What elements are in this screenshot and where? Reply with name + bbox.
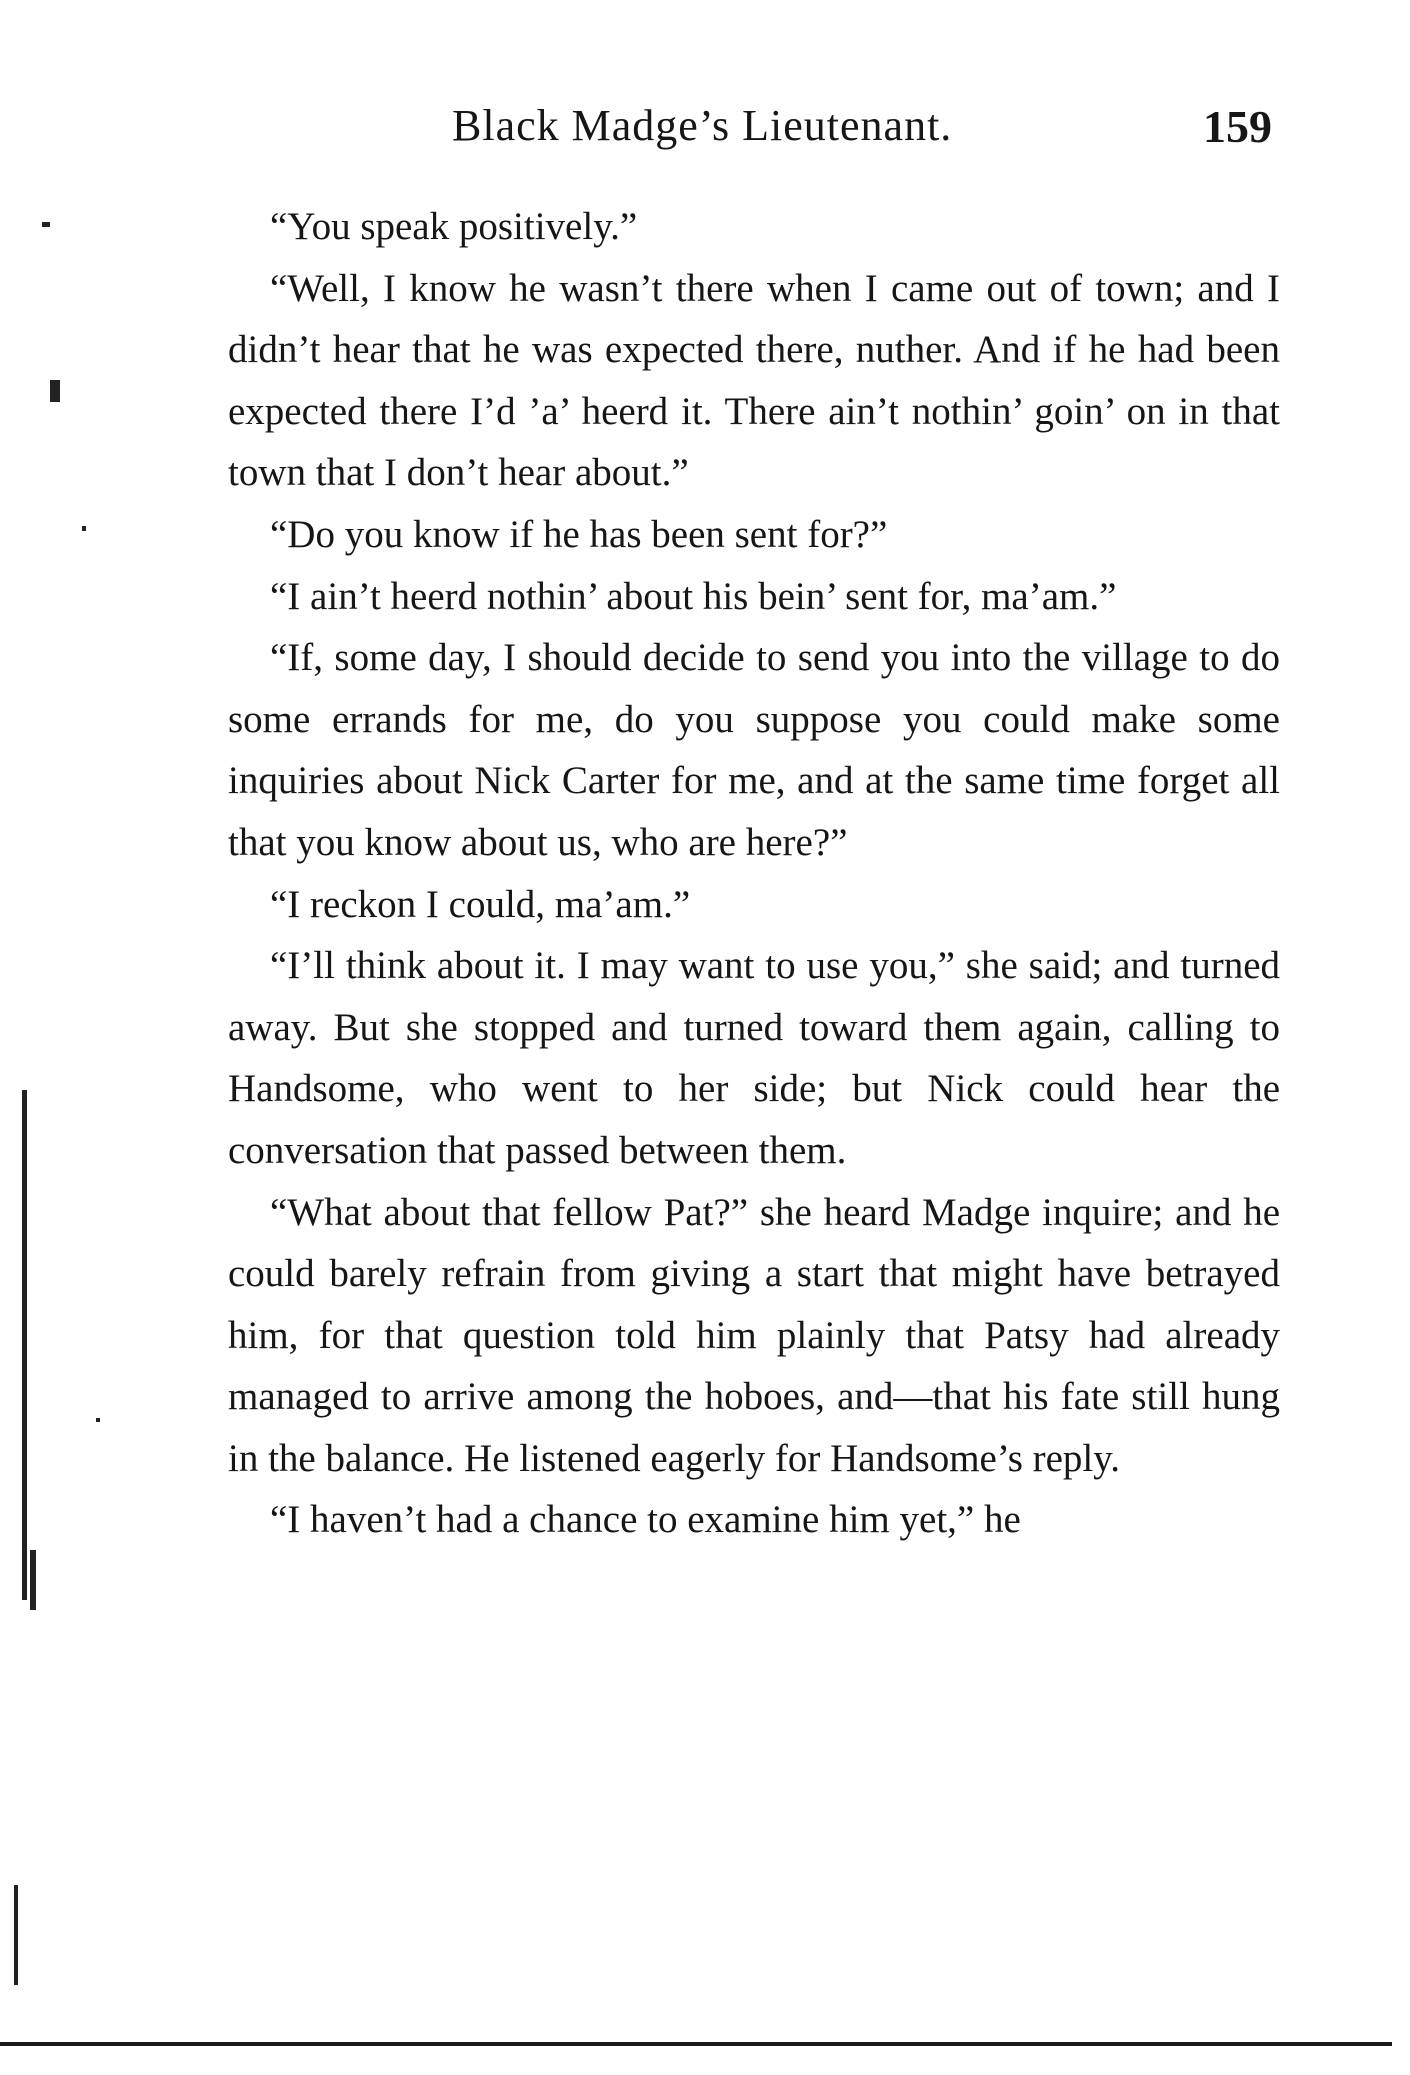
paragraph: “I haven’t had a chance to examine him yet,” he (270, 1498, 1021, 1542)
paragraph: “You speak positively.” (270, 205, 638, 248)
paragraph: “I reckon I could, ma’am.” (270, 882, 691, 926)
paragraph: “I’ll think about it. I may want to use you,” she said; and turned away. But she stopped and turned toward them again, calling to Handsome, who went to her side; but Nick could hear the conversation that passed between them. (228, 944, 1280, 1172)
paragraph: “Do you know if he has been sent for?” (270, 512, 888, 556)
scan-mark (82, 526, 86, 531)
body-text (228, 196, 1280, 1551)
scan-mark (22, 1090, 27, 1600)
scan-mark (42, 222, 50, 227)
paragraph: “If, some day, I should decide to send you into the village to do some errands for me, do you suppose you could make some inquiries about Nick Carter for me, and at the same time forget all that you know about us, who are here?” (228, 636, 1280, 864)
running-title: Black Madge’s Lieutenant. (452, 101, 953, 150)
footer-rule (0, 2042, 1392, 2046)
page-number: 159 (1203, 101, 1272, 152)
scan-mark (14, 1885, 18, 1985)
running-head (452, 100, 1272, 160)
scan-mark (30, 1550, 36, 1610)
paragraph: “Well, I know he wasn’t there when I came out of town; and I didn’t hear that he was expected there, nuther. And if he had been expected there I’d ’a’ heerd it. There ain’t nothin’ goin’ on in that town that I don’t hear about.” (228, 266, 1280, 495)
scan-mark (50, 380, 60, 402)
scan-mark (96, 1418, 100, 1422)
paragraph: “I ain’t heerd nothin’ about his bein’ sent for, ma’am.” (270, 574, 1117, 618)
paragraph: “What about that fellow Pat?” she heard Madge inquire; and he could barely refrain from giving a start that might have betrayed him, for that question told him plainly that Patsy had already managed to arrive among the hoboes, and—that his fate still hung in the balance. He listened eagerly for Handsome’s reply. (228, 1190, 1280, 1480)
